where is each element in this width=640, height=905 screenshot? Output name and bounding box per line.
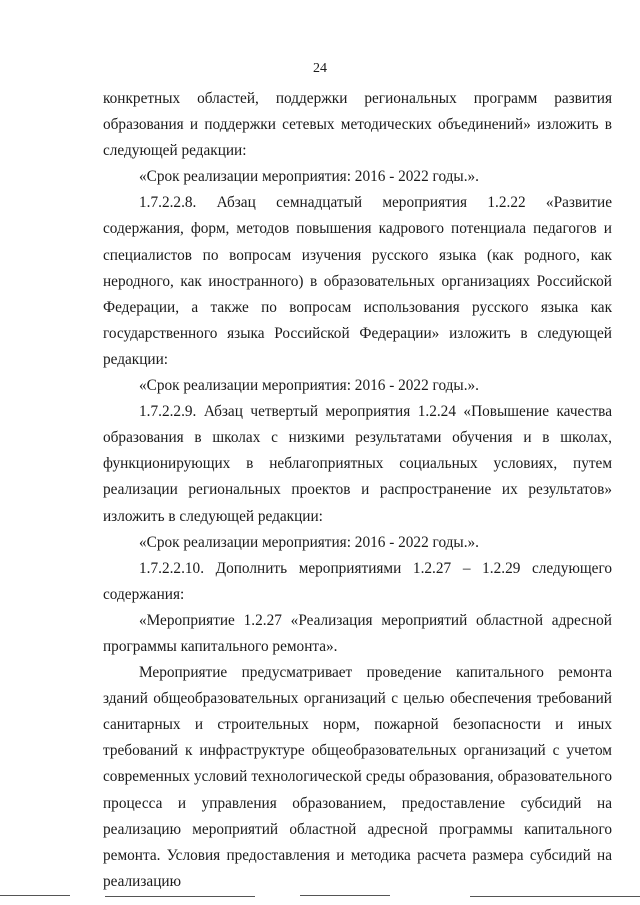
paragraph-item-1-7-2-2-10: 1.7.2.2.10. Дополнить мероприятиями 1.2.27 – 1.2.29 следующего содержания:: [103, 559, 612, 603]
paragraph-term-quote: «Срок реализации мероприятия: 2016 - 2022 годы.».: [139, 377, 480, 395]
paragraph-continuation: конкретных областей, поддержки региональных программ развития образования и поддержки сетевых методических объединений» изложить в следующей редакции:: [103, 90, 612, 160]
paragraph-measure-1-2-27-description: Мероприятие предусматривает проведение капитального ремонта зданий общеобразовательных организаций с целью обеспечения требований санитарных и строительных норм, пожарной безопасности и иных требований к инфраструктуре общеобразовательных организаций с учетом современных условий технологической среды образования, образовательного процесса и управления образованием, предоставление субсидий на реализацию мероприятий областной адресной программы капитального ремонта. Условия предоставления и методика расчета размера субсидий на реализацию: [103, 664, 612, 890]
paragraph-item-1-7-2-2-8: 1.7.2.2.8. Абзац семнадцатый мероприятия 1.2.22 «Развитие содержания, форм, методов повышения кадрового потенциала педагогов и специалистов по вопросам изучения русского языка (как родного, как неродного, как иностранного) в образовательных организациях Российской Федерации, а также по вопросам использования русского языка как государственного языка Российской Федерации» изложить в следующей редакции:: [103, 194, 612, 368]
page-number: 24: [313, 61, 327, 76]
paragraph-term-quote: «Срок реализации мероприятия: 2016 - 2022 годы.».: [139, 533, 480, 551]
scan-bottom-edge: [0, 893, 640, 905]
paragraph-measure-1-2-27-title: «Мероприятие 1.2.27 «Реализация мероприятий областной адресной программы капитального ремонта».: [103, 611, 612, 655]
paragraph-term-quote: «Срок реализации мероприятия: 2016 - 2022 годы.».: [139, 168, 480, 186]
paragraph-item-1-7-2-2-9: 1.7.2.2.9. Абзац четвертый мероприятия 1.2.24 «Повышение качества образования в школах с низкими результатами обучения и в школах, функционирующих в неблагоприятных социальных условиях, путем реализации региональных проектов и распространение их результатов» изложить в следующей редакции:: [103, 403, 612, 525]
document-body: [103, 86, 612, 895]
